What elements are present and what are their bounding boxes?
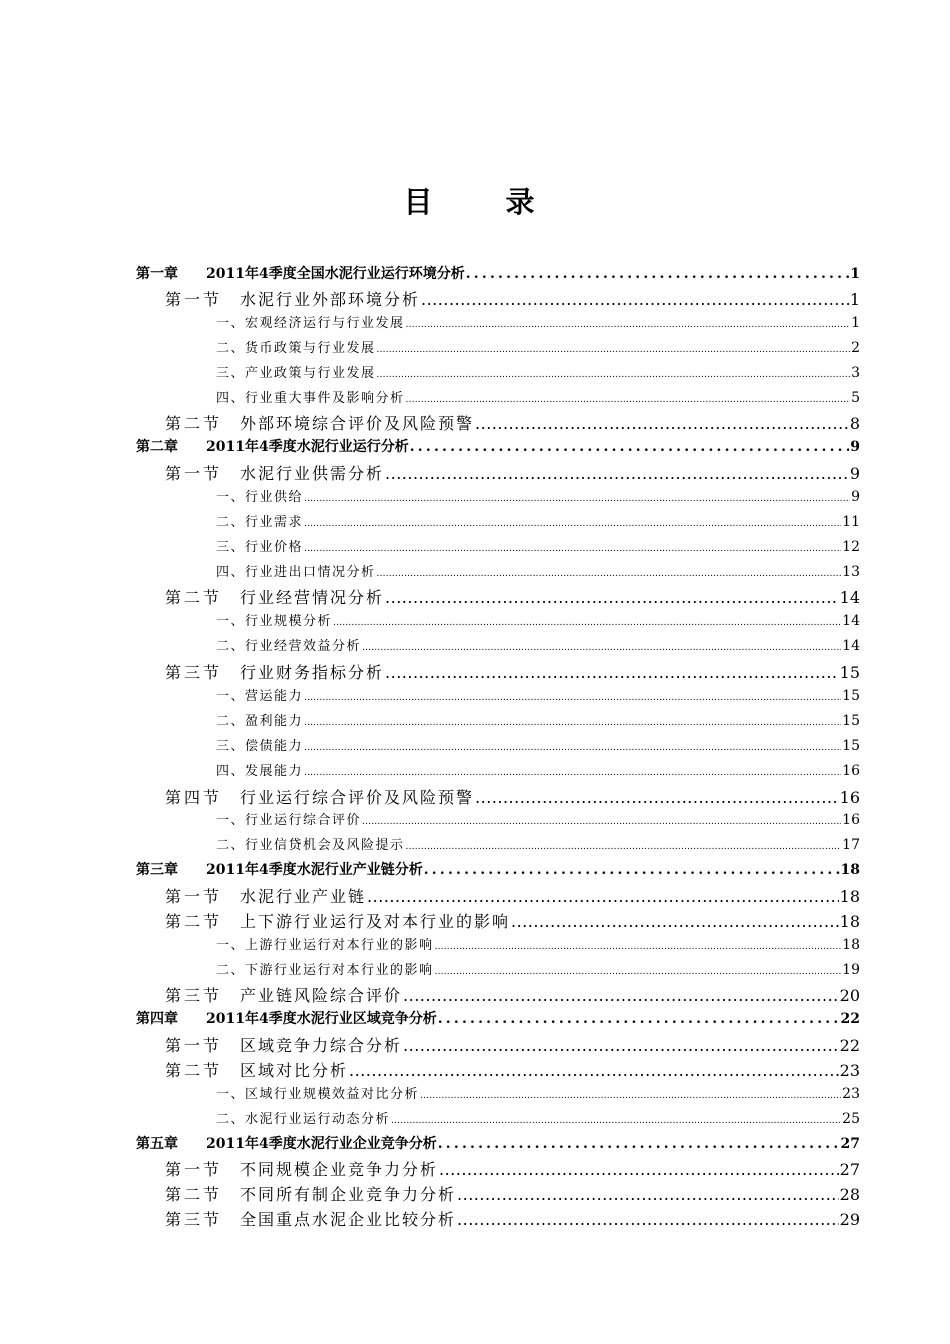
toc-item-row[interactable]: [216, 511, 860, 531]
toc-entry-number: 第二节: [165, 1185, 223, 1204]
toc-page-number: 2: [851, 340, 860, 356]
toc-page-number: 16: [842, 763, 860, 779]
toc-entry-number: 第三章: [136, 862, 178, 878]
toc-dot-leader: [385, 464, 849, 483]
toc-dot-leader: [403, 986, 839, 1005]
toc-entry-title: 二、货币政策与行业发展: [216, 341, 376, 356]
toc-entry-number: 第一节: [165, 464, 223, 483]
toc-item-row[interactable]: [216, 834, 860, 854]
toc-dot-leader: [377, 370, 851, 380]
toc-page-number: 14: [842, 613, 860, 629]
toc-dot-leader: [457, 1185, 839, 1204]
toc-chapter-row[interactable]: [136, 1008, 860, 1030]
toc-item-row[interactable]: [216, 312, 860, 332]
toc-section-row[interactable]: [165, 1182, 860, 1206]
toc-entry-title: 一、营运能力: [216, 689, 304, 704]
toc-page-number: 18: [839, 912, 860, 931]
toc-item-row[interactable]: [216, 685, 860, 705]
toc-dot-leader: [367, 887, 839, 906]
toc-section-row[interactable]: [165, 287, 860, 311]
toc-page-number: 19: [842, 962, 860, 978]
toc-page-number: 5: [851, 390, 860, 406]
toc-item-row[interactable]: [216, 735, 860, 755]
toc-page-number: 28: [839, 1185, 860, 1204]
toc-entry-title: 二、行业信贷机会及风险提示: [216, 838, 405, 853]
toc-entry-number: 第一章: [136, 266, 178, 282]
toc-entry-title: 一、行业运行综合评价: [216, 813, 362, 828]
toc-entry-title: 二、水泥行业运行动态分析: [216, 1112, 391, 1127]
toc-page-number: 18: [842, 937, 860, 953]
toc-section-row[interactable]: [165, 1207, 860, 1231]
toc-item-row[interactable]: [216, 1083, 860, 1103]
toc-entry-title: 四、行业进出口情况分析: [216, 565, 376, 580]
toc-section-row[interactable]: [165, 660, 860, 684]
toc-page-number: 27: [840, 1136, 860, 1152]
toc-section-row[interactable]: [165, 1157, 860, 1181]
toc-page-number: 16: [842, 812, 860, 828]
toc-dot-leader: [438, 1136, 840, 1152]
toc-entry-title: 三、行业价格: [216, 540, 304, 555]
toc-page-number: 3: [851, 365, 860, 381]
toc-dot-leader: [438, 1011, 840, 1027]
toc-dot-leader: [435, 967, 842, 977]
toc-page-number: 15: [839, 663, 860, 682]
toc-chapter-row[interactable]: [136, 1133, 860, 1155]
toc-dot-leader: [304, 519, 841, 529]
toc-dot-leader: [439, 1160, 839, 1179]
toc-page-number: 17: [842, 837, 860, 853]
toc-entry-title: 三、产业政策与行业发展: [216, 366, 376, 381]
toc-entry-title: 一、区域行业规模效益对比分析: [216, 1087, 420, 1102]
toc-section-row[interactable]: [165, 461, 860, 485]
toc-entry-title: 区域竞争力综合分析: [240, 1036, 403, 1055]
toc-item-row[interactable]: [216, 760, 860, 780]
toc-entry-number: 第一节: [165, 1160, 223, 1179]
toc-page-number: 16: [839, 788, 860, 807]
toc-entry-title: 一、行业规模分析: [216, 614, 333, 629]
toc-page-number: 14: [839, 588, 860, 607]
toc-page-number: 18: [840, 862, 860, 878]
toc-page-number: 9: [850, 439, 860, 455]
toc-page-number: 27: [839, 1160, 860, 1179]
toc-entry-title: 二、下游行业运行对本行业的影响: [216, 963, 434, 978]
toc-chapter-row[interactable]: [136, 436, 860, 458]
toc-section-row[interactable]: [165, 1058, 860, 1082]
toc-entry-number: 第一节: [165, 887, 223, 906]
toc-entry-number: 第四节: [165, 788, 223, 807]
toc-entry-title: 行业财务指标分析: [240, 663, 385, 682]
toc-entry-number: 第二节: [165, 588, 223, 607]
toc-page-number: 12: [842, 539, 860, 555]
toc-page-number: 29: [839, 1210, 860, 1229]
toc-entry-number: 第五章: [136, 1136, 178, 1152]
toc-page-number: 1: [851, 315, 860, 331]
toc-chapter-row[interactable]: [136, 859, 860, 881]
toc-item-row[interactable]: [216, 710, 860, 730]
toc-item-row[interactable]: [216, 337, 860, 357]
toc-item-row[interactable]: [216, 387, 860, 407]
toc-item-row[interactable]: [216, 561, 860, 581]
toc-entry-title: 水泥行业外部环境分析: [240, 290, 421, 309]
toc-item-row[interactable]: [216, 486, 860, 506]
toc-dot-leader: [333, 618, 841, 628]
toc-entry-title: 二、行业需求: [216, 515, 304, 530]
toc-dot-leader: [385, 588, 839, 607]
toc-entry-title: 全国重点水泥企业比较分析: [240, 1210, 457, 1229]
toc-entry-title: 上下游行业运行及对本行业的影响: [240, 912, 511, 931]
toc-page-number: 9: [849, 464, 860, 483]
toc-page-number: 18: [839, 887, 860, 906]
toc-item-row[interactable]: [216, 959, 860, 979]
toc-page-number: 11: [842, 514, 860, 530]
toc-page-number: 15: [842, 738, 860, 754]
toc-entry-title: 一、上游行业运行对本行业的影响: [216, 938, 434, 953]
toc-chapter-row[interactable]: [136, 263, 860, 285]
toc-dot-leader: [304, 544, 841, 554]
toc-entry-title: 不同所有制企业竞争力分析: [240, 1185, 457, 1204]
toc-dot-leader: [304, 693, 841, 703]
toc-entry-number: 第三节: [165, 663, 223, 682]
toc-dot-leader: [304, 768, 841, 778]
toc-entry-title: 行业经营情况分析: [240, 588, 385, 607]
toc-dot-leader: [466, 266, 850, 282]
toc-entry-title: 二、盈利能力: [216, 714, 304, 729]
toc-entry-title: 2011年4季度全国水泥行业运行环境分析: [206, 266, 465, 282]
toc-entry-title: 水泥行业产业链: [240, 887, 367, 906]
toc-entry-title: 一、行业供给: [216, 490, 304, 505]
toc-entry-title: 2011年4季度水泥行业运行分析: [206, 439, 409, 455]
toc-dot-leader: [406, 842, 842, 852]
toc-entry-title: 四、发展能力: [216, 764, 304, 779]
toc-item-row[interactable]: [216, 610, 860, 630]
toc-entry-title: 2011年4季度水泥行业企业竞争分析: [206, 1136, 437, 1152]
toc-entry-title: 2011年4季度水泥行业区域竞争分析: [206, 1011, 437, 1027]
toc-page-number: 8: [849, 414, 860, 433]
toc-page-number: 22: [839, 1036, 860, 1055]
toc-page-number: 23: [839, 1061, 860, 1080]
toc-entry-title: 外部环境综合评价及风险预警: [240, 414, 475, 433]
toc-page-number: 14: [842, 638, 860, 654]
toc-page-number: 23: [842, 1086, 860, 1102]
toc-entry-title: 产业链风险综合评价: [240, 986, 403, 1005]
toc-dot-leader: [304, 494, 850, 504]
toc-item-row[interactable]: [216, 635, 860, 655]
toc-dot-leader: [391, 1116, 841, 1126]
toc-dot-leader: [424, 862, 840, 878]
toc-dot-leader: [410, 439, 850, 455]
toc-entry-number: 第二节: [165, 912, 223, 931]
toc-dot-leader: [475, 788, 839, 807]
toc-dot-leader: [304, 718, 841, 728]
toc-dot-leader: [406, 395, 851, 405]
toc-entry-title: 三、偿债能力: [216, 739, 304, 754]
toc-entry-title: 2011年4季度水泥行业产业链分析: [206, 862, 423, 878]
toc-section-row[interactable]: [165, 411, 860, 435]
toc-title: 目 录: [403, 185, 557, 219]
toc-entry-number: 第一节: [165, 290, 223, 309]
toc-dot-leader: [406, 320, 851, 330]
toc-item-row[interactable]: [216, 1108, 860, 1128]
toc-item-row[interactable]: [216, 362, 860, 382]
toc-page-number: 15: [842, 713, 860, 729]
toc-section-row[interactable]: [165, 785, 860, 809]
toc-page-number: 25: [842, 1111, 860, 1127]
toc-page-number: 1: [849, 290, 860, 309]
toc-dot-leader: [457, 1210, 839, 1229]
toc-dot-leader: [475, 414, 849, 433]
toc-page-number: 22: [840, 1011, 860, 1027]
toc-section-row[interactable]: [165, 909, 860, 933]
toc-entry-title: 四、行业重大事件及影响分析: [216, 391, 405, 406]
toc-entry-title: 一、宏观经济运行与行业发展: [216, 316, 405, 331]
toc-entry-number: 第四章: [136, 1011, 178, 1027]
toc-page-number: 20: [839, 986, 860, 1005]
toc-section-row[interactable]: [165, 884, 860, 908]
toc-entry-number: 第三节: [165, 986, 223, 1005]
toc-dot-leader: [421, 290, 849, 309]
toc-item-row[interactable]: [216, 536, 860, 556]
toc-page-number: 15: [842, 688, 860, 704]
toc-entry-title: 水泥行业供需分析: [240, 464, 385, 483]
toc-section-row[interactable]: [165, 983, 860, 1007]
toc-entry-title: 行业运行综合评价及风险预警: [240, 788, 475, 807]
toc-entry-number: 第二节: [165, 1061, 223, 1080]
toc-dot-leader: [377, 345, 851, 355]
toc-entry-number: 第一节: [165, 1036, 223, 1055]
toc-page-number: 9: [851, 489, 860, 505]
toc-dot-leader: [349, 1061, 839, 1080]
toc-item-row[interactable]: [216, 809, 860, 829]
toc-dot-leader: [403, 1036, 839, 1055]
toc-entry-number: 第二节: [165, 414, 223, 433]
toc-dot-leader: [304, 743, 841, 753]
toc-dot-leader: [362, 817, 841, 827]
toc-section-row[interactable]: [165, 585, 860, 609]
toc-page-number: 13: [842, 564, 860, 580]
toc-dot-leader: [435, 942, 842, 952]
toc-dot-leader: [362, 643, 841, 653]
toc-dot-leader: [377, 569, 842, 579]
toc-section-row[interactable]: [165, 1033, 860, 1057]
toc-entry-number: 第二章: [136, 439, 178, 455]
toc-dot-leader: [420, 1091, 841, 1101]
toc-entry-title: 不同规模企业竞争力分析: [240, 1160, 439, 1179]
toc-item-row[interactable]: [216, 934, 860, 954]
toc-entry-title: 二、行业经营效益分析: [216, 639, 362, 654]
toc-dot-leader: [511, 912, 839, 931]
toc-page-number: 1: [850, 266, 860, 282]
toc-entry-title: 区域对比分析: [240, 1061, 349, 1080]
toc-dot-leader: [385, 663, 839, 682]
toc-entry-number: 第三节: [165, 1210, 223, 1229]
